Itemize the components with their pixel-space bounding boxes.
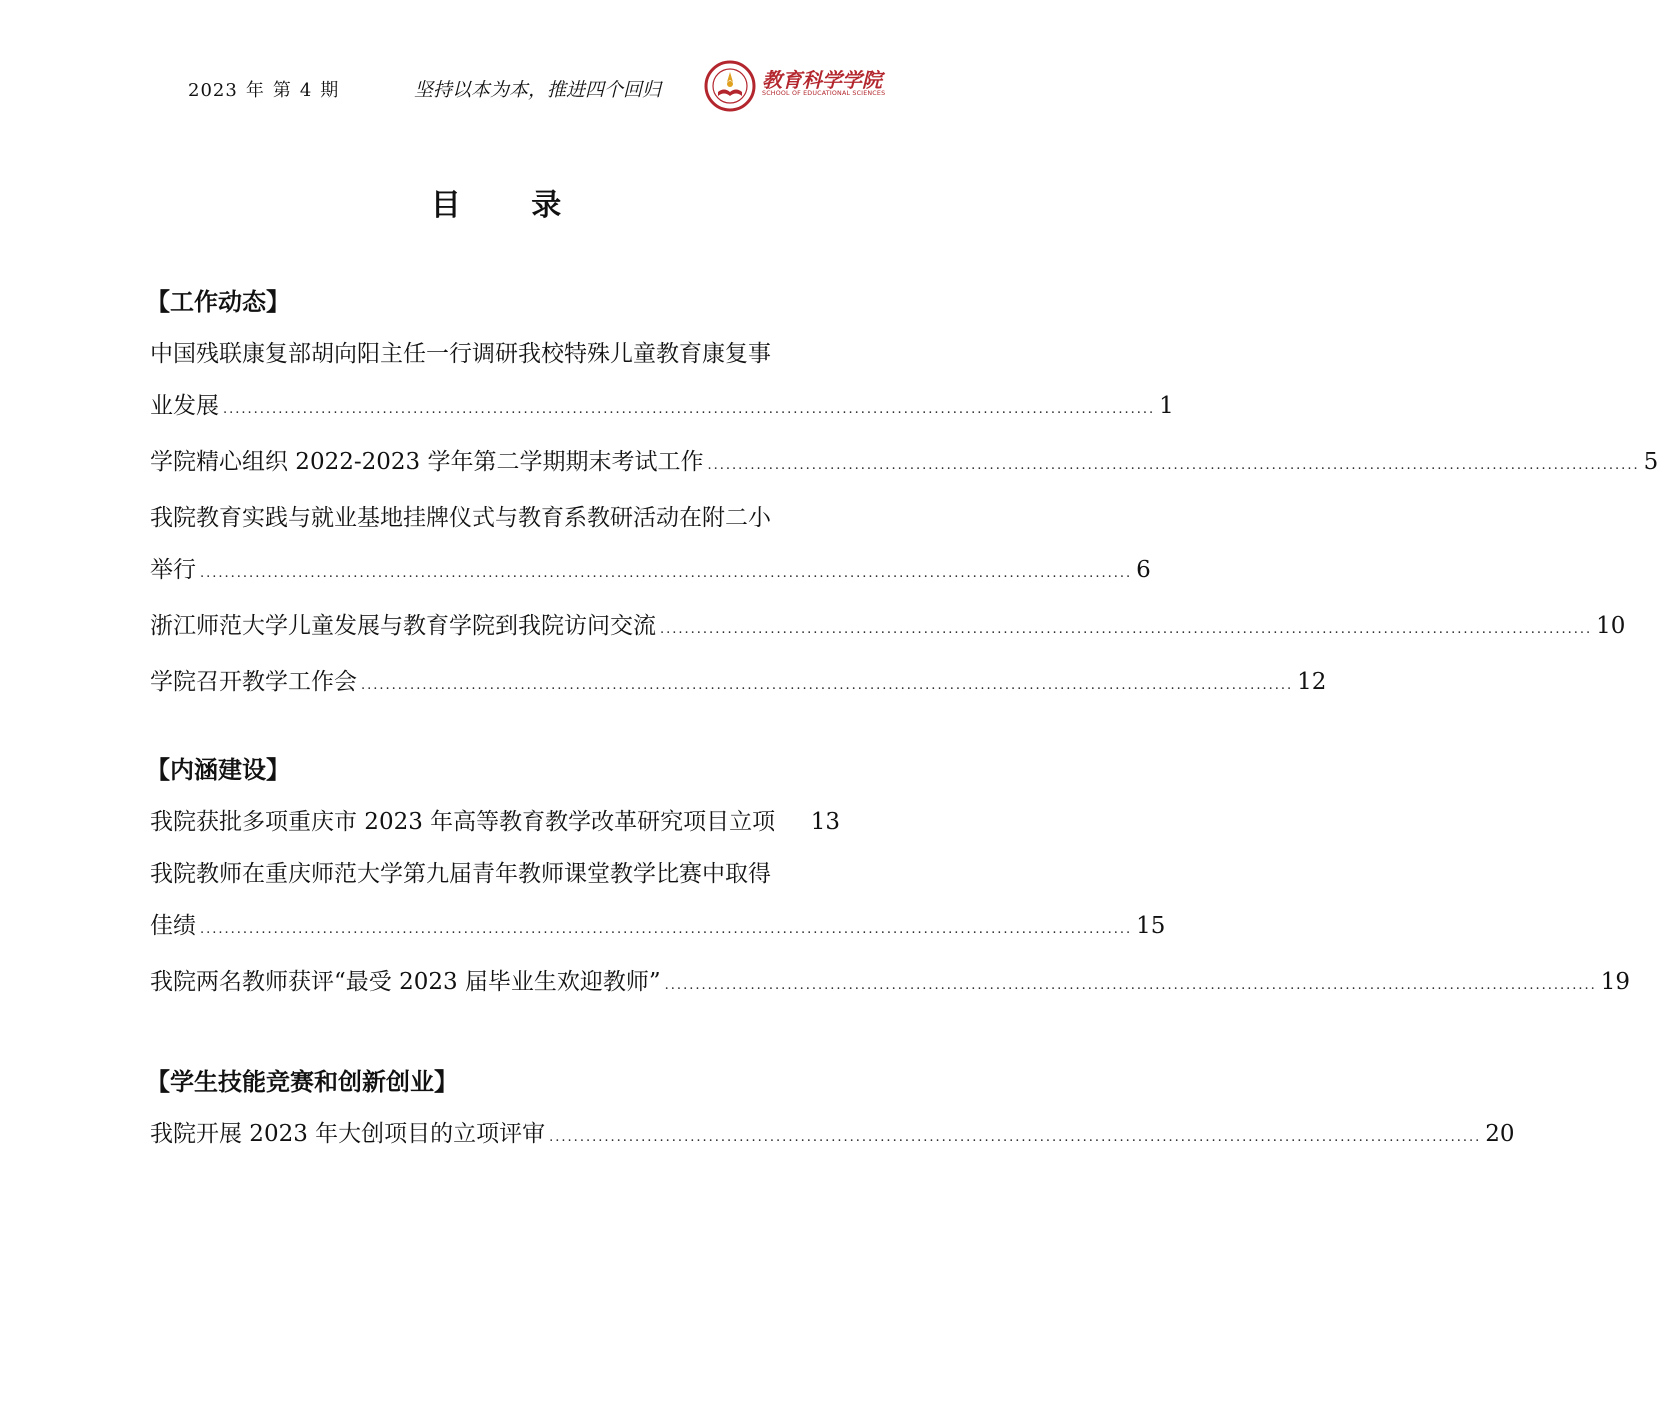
- toc-entry[interactable]: [150, 656, 1327, 712]
- page-title: 目 录: [430, 188, 592, 223]
- entry-title-line2: 举行: [150, 557, 196, 583]
- entry-title-line2: 佳绩: [150, 913, 196, 939]
- school-emblem-icon: [704, 60, 756, 112]
- entry-title: 我院开展 2023 年大创项目的立项评审: [150, 1121, 546, 1147]
- entry-title: 我院获批多项重庆市 2023 年高等教育教学改革研究项目立项: [150, 809, 776, 835]
- entry-title-line1: 我院教育实践与就业基地挂牌仪式与教育系教研活动在附二小: [150, 505, 771, 531]
- entry-page-number: 20: [1485, 1121, 1515, 1147]
- logo-subtitle: SCHOOL OF EDUCATIONAL SCIENCES: [762, 90, 886, 97]
- leader-dots: ........................................................................................................................................................: [200, 922, 1133, 937]
- logo-name: 教育科学学院: [762, 68, 882, 92]
- section-heading: 【学生技能竞赛和创新创业】: [146, 1068, 458, 1096]
- toc-entry[interactable]: [150, 600, 1626, 656]
- entry-title: 浙江师范大学儿童发展与教育学院到我院访问交流: [150, 613, 656, 639]
- leader-dots: ........................................................................................................................................................: [200, 566, 1133, 581]
- toc-section-connotation: [146, 750, 1631, 1012]
- school-logo: [704, 58, 886, 114]
- toc-entry[interactable]: [150, 956, 1631, 1012]
- motto: 坚持以本为本，推进四个回归: [414, 79, 662, 101]
- entry-page-number: 6: [1136, 557, 1151, 583]
- entry-title: 学院精心组织 2022-2023 学年第二学期期末考试工作: [150, 449, 704, 475]
- entry-title-line1: 我院教师在重庆师范大学第九届青年教师课堂教学比赛中取得: [150, 861, 771, 887]
- issue-prefix: 第: [272, 80, 292, 101]
- entry-title-line1: 中国残联康复部胡向阳主任一行调研我校特殊儿童教育康复事: [150, 341, 771, 367]
- leader-dots: ........................................................................................................................................................: [664, 978, 1597, 993]
- issue-year-unit: 年: [245, 80, 265, 101]
- entry-page-number: 5: [1643, 449, 1658, 475]
- section-heading: 【内涵建设】: [146, 756, 290, 784]
- toc-entry[interactable]: [150, 1108, 1515, 1164]
- entry-title: 学院召开教学工作会: [150, 669, 357, 695]
- leader-dots: ........................................................................................................................................................: [223, 402, 1156, 417]
- entry-page-number: 10: [1596, 613, 1626, 639]
- section-heading: 【工作动态】: [146, 288, 290, 316]
- issue-unit: 期: [320, 80, 340, 101]
- issue-label: [188, 76, 347, 102]
- toc-entry[interactable]: [150, 492, 1151, 600]
- toc-entry[interactable]: [150, 436, 1658, 492]
- issue-year: 2023: [188, 80, 238, 101]
- toc-section-student-competition: [146, 1062, 1515, 1164]
- entry-page-number: 13: [810, 809, 840, 835]
- entry-page-number: 12: [1297, 669, 1327, 695]
- leader-dots: ........................................................................................................................................................: [549, 1130, 1482, 1145]
- leader-dots: ........................................................................................................................................................: [361, 678, 1294, 693]
- entry-page-number: 1: [1159, 393, 1174, 419]
- entry-title: 我院两名教师获评“最受 2023 届毕业生欢迎教师”: [150, 969, 661, 995]
- entry-page-number: 15: [1136, 913, 1166, 939]
- toc-entry[interactable]: [150, 796, 840, 848]
- entry-page-number: 19: [1600, 969, 1631, 995]
- entry-title-line2: 业发展: [150, 393, 219, 419]
- toc-section-work-news: [146, 282, 1658, 712]
- toc-entry[interactable]: [150, 848, 1166, 956]
- toc-entry[interactable]: [150, 328, 1174, 436]
- issue-number: 4: [299, 80, 313, 101]
- leader-dots: ........................................................................................................................................................: [660, 622, 1593, 637]
- page-header: [0, 66, 992, 114]
- leader-dots: ........................................................................................................................................................: [707, 458, 1640, 473]
